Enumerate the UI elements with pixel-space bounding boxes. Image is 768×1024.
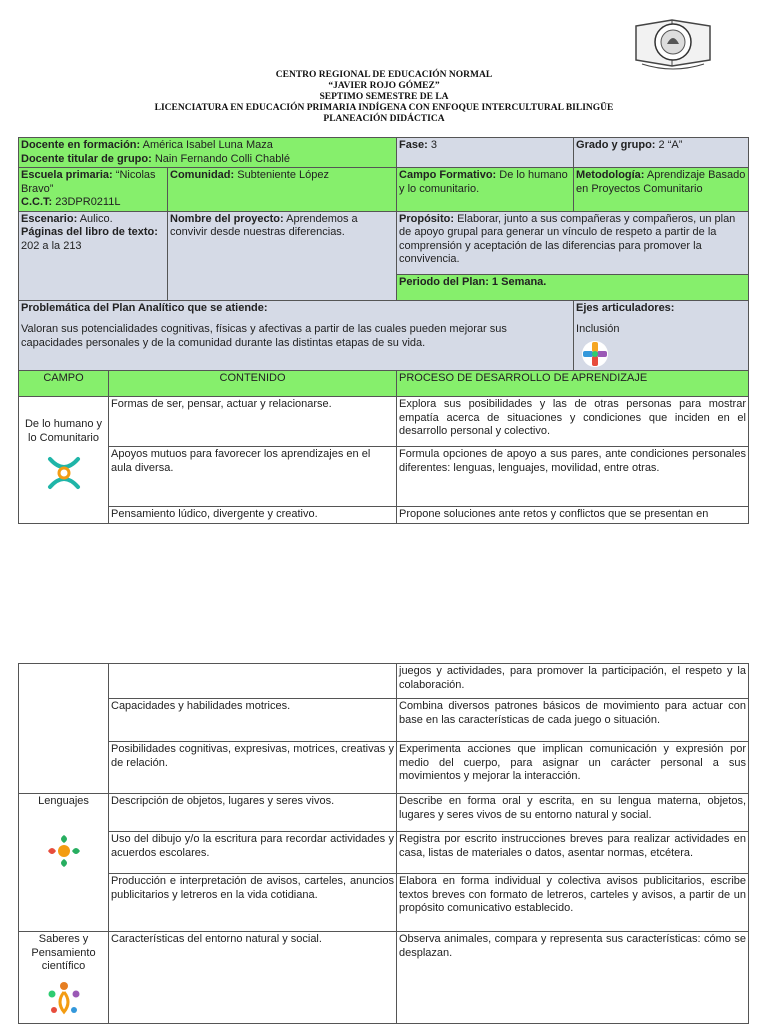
info-table xyxy=(18,137,749,375)
school-seal-logo xyxy=(632,14,714,72)
t2-proceso-3: Experimenta acciones que implican comunicación y expresión por medio del cuerpo, para asignar un carácter personal a sus movimientos y mejorar la interacción. xyxy=(397,742,749,794)
ejes-value: Inclusión xyxy=(576,323,620,335)
comunidad-label: Comunidad: xyxy=(170,169,235,181)
docentes-cell xyxy=(19,138,397,168)
docente-formacion-value: América Isabel Luna Maza xyxy=(140,139,273,151)
fase-value: 3 xyxy=(427,139,437,151)
t2-contenido-3: Posibilidades cognitivas, expresivas, motrices, creativas y de relación. xyxy=(109,742,397,794)
problematica-text: Valoran sus potencialidades cognitivas, físicas y afectivas a partir de las cuales pueden mejorar sus capacidades personales y de la comunidad durante las distintas etapas de su vida. xyxy=(21,323,507,349)
comunidad-value: Subteniente López xyxy=(234,169,329,181)
header-line-3: SEPTIMO SEMESTRE DE LA xyxy=(319,92,449,102)
col-header-proceso: PROCESO DE DESARROLLO DE APRENDIZAJE xyxy=(397,371,749,397)
cct-value: 23DPR0211L xyxy=(52,196,121,208)
saberes-icon xyxy=(44,980,84,1016)
campo-humano-cell xyxy=(19,397,109,524)
escuela-label: Escuela primaria: xyxy=(21,169,113,181)
header-line-4: LICENCIATURA EN EDUCACIÓN PRIMARIA INDÍGENA CON ENFOQUE INTERCULTURAL BILINGÜE xyxy=(154,103,614,113)
campo-lenguajes-label: Lenguajes xyxy=(38,795,89,807)
inclusion-icon xyxy=(580,339,610,369)
t2-lenguajes-contenido-1: Descripción de objetos, lugares y seres vivos. xyxy=(109,794,397,832)
paginas-label: Páginas del libro de texto: xyxy=(21,226,158,238)
t2-lenguajes-contenido-3: Producción e interpretación de avisos, carteles, anuncios publicitarios y letreros en la vida cotidiana. xyxy=(109,874,397,932)
grado-value: 2 “A” xyxy=(655,139,683,151)
docente-titular-value: Nain Fernando Colli Chablé xyxy=(151,152,290,165)
ejes-cell xyxy=(574,300,749,375)
contenidos-table-2 xyxy=(18,663,749,1024)
header-line-2: “JAVIER ROJO GÓMEZ” xyxy=(328,81,440,91)
t2-contenido-1 xyxy=(109,664,397,699)
campo-humano-label: De lo humano y lo Comunitario xyxy=(24,418,103,444)
t2-lenguajes-proceso-2: Registra por escrito instrucciones breves para realizar actividades en casa, listas de materiales o datos, asentar normas, etcétera. xyxy=(397,832,749,874)
periodo-value: Periodo del Plan: 1 Semana. xyxy=(399,275,547,288)
metodologia-value: Aprendizaje Basado en Proyectos Comunitario xyxy=(576,169,746,195)
campo-lenguajes-cell xyxy=(19,794,109,932)
fase-label: Fase: xyxy=(399,139,428,151)
proposito-value: Elaborar, junto a sus compañeras y compañeros, un plan de apoyo grupal para generar un vínculo de respeto a partir de la comprensión y aceptación de las diferencias para promover la convivencia. xyxy=(399,212,736,265)
docente-titular-label: Docente titular de grupo: xyxy=(21,152,152,165)
campo-formativo-label: Campo Formativo: xyxy=(399,169,497,181)
escenario-label: Escenario: xyxy=(21,212,78,225)
col-header-contenido: CONTENIDO xyxy=(109,371,397,397)
t1-proceso-2: Formula opciones de apoyo a sus pares, ante condiciones personales diferentes: lenguas, lenguajes, movilidad, entre otras. xyxy=(397,447,749,507)
proyecto-value: Aprendemos a convivir desde nuestras diferencias. xyxy=(170,212,358,238)
grado-label: Grado y grupo: xyxy=(576,139,656,151)
metodologia-cell xyxy=(574,168,749,212)
fase-cell xyxy=(397,138,574,168)
campo-formativo-value: De lo humano y lo comunitario. xyxy=(399,169,568,195)
comunidad-cell xyxy=(168,168,397,212)
problematica-cell xyxy=(19,300,574,375)
proyecto-cell xyxy=(168,211,397,300)
t2-contenido-2: Capacidades y habilidades motrices. xyxy=(109,699,397,742)
lenguajes-icon xyxy=(44,831,84,871)
t2-saberes-contenido-1: Características del entorno natural y social. xyxy=(109,932,397,1024)
cct-label: C.C.T: xyxy=(21,196,53,208)
escuela-cell xyxy=(19,168,168,212)
t2-lenguajes-proceso-3: Elabora en forma individual y colectiva avisos publicitarios, escribe textos breves con formato de letreros, carteles y avisos, a partir de un propósito comunicativo establecido. xyxy=(397,874,749,932)
campo-formativo-cell xyxy=(397,168,574,212)
proposito-label: Propósito: xyxy=(399,212,455,225)
humano-comunitario-icon xyxy=(44,453,84,493)
ejes-label: Ejes articuladores: xyxy=(576,301,675,314)
t2-saberes-proceso-1: Observa animales, compara y representa sus características: cómo se desplazan. xyxy=(397,932,749,1024)
docente-formacion-label: Docente en formación: xyxy=(21,139,141,151)
t1-contenido-2: Apoyos mutuos para favorecer los aprendizajes en el aula diversa. xyxy=(109,447,397,507)
paginas-value: 202 a la 213 xyxy=(21,239,82,252)
grado-cell xyxy=(574,138,749,168)
campo-saberes-cell xyxy=(19,932,109,1024)
t1-contenido-3: Pensamiento lúdico, divergente y creativo. xyxy=(109,507,397,524)
t1-proceso-3: Propone soluciones ante retos y conflictos que se presentan en xyxy=(397,507,749,524)
t2-lenguajes-contenido-2: Uso del dibujo y/o la escritura para recordar actividades y acuerdos escolares. xyxy=(109,832,397,874)
escenario-value: Aulico. xyxy=(77,212,113,225)
header-line-5: PLANEACIÓN DIDÁCTICA xyxy=(323,114,445,124)
t1-proceso-1: Explora sus posibilidades y las de otras personas para mostrar empatía acerca de situaciones y condiciones que inciden en el desarrollo personal y colectivo. xyxy=(397,397,749,447)
t2-proceso-2: Combina diversos patrones básicos de movimiento para actuar con base en las características de cada juego o situación. xyxy=(397,699,749,742)
header-line-1: CENTRO REGIONAL DE EDUCACIÓN NORMAL xyxy=(275,70,493,80)
metodologia-label: Metodología: xyxy=(576,169,645,181)
campo-humano-continued xyxy=(19,664,109,794)
t1-contenido-1: Formas de ser, pensar, actuar y relacionarse. xyxy=(109,397,397,447)
periodo-cell xyxy=(397,274,749,300)
contenidos-table-1 xyxy=(18,370,749,524)
proposito-cell xyxy=(397,211,749,274)
proyecto-label: Nombre del proyecto: xyxy=(170,212,284,225)
t2-proceso-1: juegos y actividades, para promover la participación, el respeto y la colaboración. xyxy=(397,664,749,699)
col-header-campo: CAMPO xyxy=(19,371,109,397)
t2-lenguajes-proceso-1: Describe en forma oral y escrita, en su lengua materna, objetos, lugares y seres vivos de su entorno natural y social. xyxy=(397,794,749,832)
campo-saberes-label: Saberes y Pensamiento científico xyxy=(31,933,96,972)
escenario-cell xyxy=(19,211,168,300)
escuela-value: “Nicolas Bravo” xyxy=(21,169,156,195)
problematica-label: Problemática del Plan Analítico que se atiende: xyxy=(21,301,268,314)
